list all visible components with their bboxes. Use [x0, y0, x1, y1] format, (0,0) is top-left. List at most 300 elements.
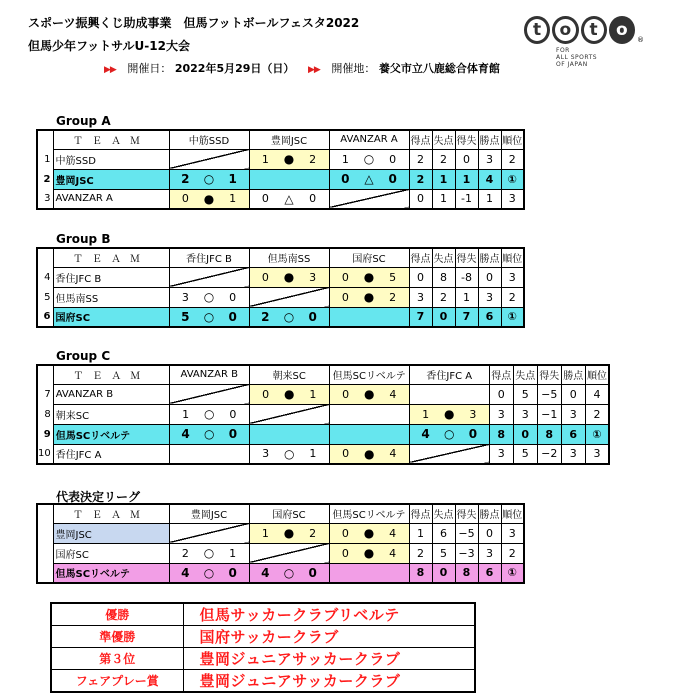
- date-label: 開催日：: [127, 62, 172, 75]
- goal-difference: 1: [455, 169, 478, 189]
- match-result-cell: [169, 307, 249, 327]
- group-c-table: [36, 364, 610, 465]
- no-match-cell: [249, 424, 329, 444]
- rank: 4: [585, 384, 609, 404]
- result-mark: ●: [363, 526, 375, 540]
- goal-difference: −3: [455, 543, 478, 563]
- team-name: AVANZAR A: [53, 189, 169, 209]
- goals-for: 2: [181, 172, 190, 186]
- team-name: 豊岡JSC: [53, 523, 169, 543]
- points: 3: [478, 149, 501, 169]
- team-name: 香住JFC B: [53, 267, 169, 287]
- logo-tagline: [556, 47, 644, 68]
- score: [170, 564, 249, 583]
- final-league-table: [36, 503, 525, 584]
- goals-conceded: 5: [513, 384, 537, 404]
- opponent-column-header: 豊岡JSC: [169, 504, 249, 523]
- result-mark: ○: [203, 172, 215, 186]
- final-league-title: 代表決定リーグ: [56, 490, 141, 504]
- award-label: 準優勝: [51, 626, 183, 648]
- goals-conceded: 3: [513, 404, 537, 424]
- table-row: [37, 444, 609, 464]
- goals-for: 1: [341, 152, 349, 166]
- opponent-column-header: 但馬SCリベルテ: [329, 504, 409, 523]
- goals-against: 1: [309, 387, 317, 401]
- opponent-column-header: 香住JFC B: [169, 248, 249, 267]
- stat-column-header: 得失: [455, 504, 478, 523]
- stat-column-header: 失点: [432, 130, 455, 149]
- date-value: 2022年5月29日（日）: [174, 62, 295, 75]
- goal-difference: −5: [537, 384, 561, 404]
- logo-tagline-line: OF JAPAN: [556, 61, 588, 68]
- no-match-cell: [249, 169, 329, 189]
- match-result-cell: [329, 523, 409, 543]
- row-number-header: [37, 130, 53, 149]
- team-name: 豊岡JSC: [53, 169, 169, 189]
- match-result-cell: [249, 563, 329, 583]
- award-winner: 豊岡ジュニアサッカークラブ: [183, 670, 475, 693]
- match-result-cell: [249, 149, 329, 169]
- goal-difference: 8: [455, 563, 478, 583]
- goals-conceded: 2: [432, 149, 455, 169]
- score: [250, 385, 329, 404]
- points: 3: [561, 444, 585, 464]
- stat-column-header: 得点: [489, 365, 513, 384]
- goals-against: 4: [389, 526, 397, 540]
- row-number: 2: [37, 169, 53, 189]
- result-mark: ●: [363, 446, 375, 461]
- award-label: 優勝: [51, 603, 183, 626]
- points: 3: [561, 404, 585, 424]
- stat-column-header: 得失: [455, 248, 478, 267]
- table-row: [37, 384, 609, 404]
- goals-against: 4: [389, 546, 397, 560]
- toto-logo: [524, 16, 644, 76]
- goal-difference: -8: [455, 267, 478, 287]
- score: [330, 385, 409, 404]
- goals-against: 0: [229, 407, 237, 421]
- row-number: [37, 563, 53, 583]
- rank: ①: [585, 424, 609, 444]
- goals-for: 0: [341, 172, 350, 186]
- stat-column-header: 得失: [455, 130, 478, 149]
- match-result-cell: [329, 267, 409, 287]
- match-result-cell: [329, 169, 409, 189]
- no-match-cell: [249, 404, 329, 424]
- award-winner: 豊岡ジュニアサッカークラブ: [183, 648, 475, 670]
- goals-against: 1: [309, 447, 317, 461]
- goal-difference: 0: [455, 149, 478, 169]
- goals-against: 3: [469, 407, 477, 421]
- goals-conceded: 0: [513, 424, 537, 444]
- match-result-cell: [249, 444, 329, 464]
- goals-for: 4: [181, 427, 190, 441]
- logo-letter: o: [552, 16, 578, 44]
- score: [250, 564, 329, 583]
- goals-for: 5: [181, 309, 190, 324]
- goals-conceded: 8: [432, 267, 455, 287]
- arrow-icon: ▶▶: [104, 65, 116, 75]
- match-result-cell: [249, 523, 329, 543]
- stat-column-header: 順位: [501, 130, 524, 149]
- score: [250, 150, 329, 169]
- goals-scored: 0: [409, 267, 432, 287]
- score: [170, 308, 249, 327]
- match-result-cell: [329, 149, 409, 169]
- result-mark: ○: [363, 152, 375, 166]
- stat-column-header: 勝点: [478, 504, 501, 523]
- result-mark: ●: [283, 152, 295, 166]
- table-row: [37, 424, 609, 444]
- goals-against: 2: [309, 526, 317, 540]
- goals-for: 1: [261, 526, 269, 540]
- goals-for: 3: [181, 290, 189, 304]
- stat-column-header: 失点: [513, 365, 537, 384]
- goals-against: 1: [228, 172, 237, 186]
- venue-line: [308, 60, 500, 76]
- rank: 3: [585, 444, 609, 464]
- table-row: [37, 149, 524, 169]
- table-row: [37, 307, 524, 327]
- team-name: 但馬SCリベルテ: [53, 563, 169, 583]
- goals-against: 2: [309, 152, 317, 166]
- goals-scored: 2: [409, 149, 432, 169]
- goals-for: 3: [262, 447, 270, 461]
- event-subtitle: 但馬少年フットサルU-12大会: [28, 39, 190, 53]
- goals-against: 0: [308, 309, 317, 324]
- rank: ①: [501, 563, 524, 583]
- match-result-cell: [169, 543, 249, 563]
- score: [250, 445, 329, 464]
- score: [250, 268, 329, 287]
- no-match-cell: [329, 404, 409, 424]
- opponent-column-header: 国府SC: [249, 504, 329, 523]
- row-number: 4: [37, 267, 53, 287]
- points: 3: [478, 287, 501, 307]
- header-row: [37, 504, 524, 523]
- table-row: [37, 189, 524, 209]
- opponent-column-header: 豊岡JSC: [249, 130, 329, 149]
- event-title: スポーツ振興くじ助成事業 但馬フットボールフェスタ2022: [28, 16, 360, 30]
- award-winner: 国府サッカークラブ: [183, 626, 475, 648]
- points: 6: [478, 563, 501, 583]
- goals-against: 0: [468, 427, 478, 441]
- goals-against: 0: [228, 427, 238, 441]
- group-a-table: [36, 129, 525, 210]
- result-mark: ●: [283, 270, 295, 284]
- stat-column-header: 失点: [432, 248, 455, 267]
- score: [410, 425, 489, 444]
- result-row: [51, 670, 475, 693]
- match-result-cell: [409, 424, 489, 444]
- goals-for: 0: [341, 290, 349, 304]
- team-column-header: ＴＥＡＭ: [53, 365, 169, 384]
- result-row: [51, 626, 475, 648]
- goals-against: 4: [389, 447, 397, 461]
- rank: 3: [501, 267, 524, 287]
- result-mark: △: [364, 172, 374, 186]
- match-result-cell: [249, 189, 329, 209]
- no-match-cell: [329, 307, 409, 327]
- goals-against: 0: [309, 192, 317, 206]
- goals-scored: 2: [409, 169, 432, 189]
- result-row: [51, 648, 475, 670]
- table-row: [37, 404, 609, 424]
- goals-against: 0: [228, 309, 237, 324]
- registered-mark: ®: [637, 36, 644, 44]
- team-column-header: ＴＥＡＭ: [53, 130, 169, 149]
- goals-scored: 0: [489, 384, 513, 404]
- goals-for: 0: [341, 546, 349, 560]
- goals-for: 0: [261, 192, 269, 206]
- goals-scored: 7: [409, 307, 432, 327]
- match-result-cell: [169, 189, 249, 209]
- row-number-header: [37, 248, 53, 267]
- score: [250, 308, 329, 327]
- award-winner: 但馬サッカークラブリベルテ: [183, 603, 475, 626]
- goals-against: 5: [389, 270, 397, 284]
- goal-difference: -1: [455, 189, 478, 209]
- goals-scored: 1: [409, 523, 432, 543]
- no-match-cell: [409, 384, 489, 404]
- goals-for: 0: [181, 192, 189, 206]
- goals-scored: 3: [489, 404, 513, 424]
- goal-difference: −1: [537, 404, 561, 424]
- result-row: [51, 603, 475, 626]
- score: [170, 190, 249, 209]
- rank: 2: [585, 404, 609, 424]
- result-mark: ●: [283, 526, 295, 540]
- goals-against: 0: [389, 152, 397, 166]
- goals-scored: 2: [409, 543, 432, 563]
- goal-difference: 1: [455, 287, 478, 307]
- result-mark: ○: [283, 565, 295, 580]
- row-number-header: [37, 504, 53, 523]
- team-name: 国府SC: [53, 307, 169, 327]
- result-mark: ○: [203, 546, 215, 560]
- score: [330, 150, 409, 169]
- row-number: 6: [37, 307, 53, 327]
- points: 6: [561, 424, 585, 444]
- rank: ①: [501, 169, 524, 189]
- goals-for: 1: [422, 407, 430, 421]
- score: [330, 268, 409, 287]
- no-match-cell: [169, 444, 249, 464]
- match-result-cell: [169, 563, 249, 583]
- group-a-title: Group A: [56, 114, 111, 128]
- team-name: 香住JFC A: [53, 444, 169, 464]
- award-label: フェアプレー賞: [51, 670, 183, 693]
- score: [330, 524, 409, 543]
- match-result-cell: [169, 424, 249, 444]
- result-mark: ●: [363, 387, 375, 401]
- score: [170, 405, 249, 424]
- result-mark: ○: [283, 309, 295, 324]
- stat-column-header: 順位: [501, 504, 524, 523]
- score: [330, 544, 409, 563]
- goals-against: 0: [229, 290, 237, 304]
- match-result-cell: [249, 267, 329, 287]
- row-number: [37, 543, 53, 563]
- goals-against: 0: [228, 565, 237, 580]
- goals-against: 3: [309, 270, 317, 284]
- stat-column-header: 勝点: [478, 248, 501, 267]
- stat-column-header: 失点: [432, 504, 455, 523]
- goals-for: 0: [341, 270, 349, 284]
- no-match-cell: [329, 563, 409, 583]
- rank: ①: [501, 307, 524, 327]
- rank: 2: [501, 149, 524, 169]
- row-number: 8: [37, 404, 53, 424]
- team-name: 中筋SSD: [53, 149, 169, 169]
- no-match-cell: [169, 384, 249, 404]
- goals-against: 1: [229, 546, 237, 560]
- score: [170, 425, 249, 444]
- goals-conceded: 5: [513, 444, 537, 464]
- goals-scored: 8: [489, 424, 513, 444]
- table-row: [37, 287, 524, 307]
- group-c-title: Group C: [56, 349, 111, 363]
- team-column-header: ＴＥＡＭ: [53, 504, 169, 523]
- opponent-column-header: 但馬SCリベルテ: [329, 365, 409, 384]
- match-result-cell: [329, 543, 409, 563]
- goals-for: 2: [261, 309, 270, 324]
- goals-for: 4: [181, 565, 190, 580]
- goals-for: 1: [182, 407, 190, 421]
- score: [170, 544, 249, 563]
- goals-against: 2: [389, 290, 397, 304]
- goals-scored: 8: [409, 563, 432, 583]
- stat-column-header: 得失: [537, 365, 561, 384]
- rank: 3: [501, 523, 524, 543]
- goals-against: 0: [308, 565, 317, 580]
- goal-difference: −2: [537, 444, 561, 464]
- venue-value: 養父市立八鹿総合体育館: [378, 62, 500, 75]
- goals-conceded: 6: [432, 523, 455, 543]
- rank: 2: [501, 543, 524, 563]
- result-mark: ○: [203, 290, 215, 304]
- result-mark: ○: [283, 446, 295, 461]
- score: [170, 288, 249, 307]
- team-name: AVANZAR B: [53, 384, 169, 404]
- opponent-column-header: 朝来SC: [249, 365, 329, 384]
- points: 0: [478, 267, 501, 287]
- goals-scored: 3: [409, 287, 432, 307]
- points: 1: [478, 189, 501, 209]
- no-match-cell: [169, 523, 249, 543]
- goals-conceded: 0: [432, 563, 455, 583]
- table-row: [37, 169, 524, 189]
- venue-label: 開催地：: [331, 62, 376, 75]
- score: [250, 190, 329, 209]
- match-result-cell: [329, 287, 409, 307]
- row-number: 3: [37, 189, 53, 209]
- header-row: [37, 130, 524, 149]
- match-result-cell: [329, 384, 409, 404]
- goals-for: 4: [261, 565, 270, 580]
- result-mark: △: [284, 191, 294, 206]
- goals-conceded: 2: [432, 287, 455, 307]
- result-mark: ●: [363, 546, 375, 560]
- row-number: 7: [37, 384, 53, 404]
- goals-scored: 3: [489, 444, 513, 464]
- score: [410, 405, 489, 424]
- match-result-cell: [249, 307, 329, 327]
- match-result-cell: [329, 444, 409, 464]
- result-mark: ●: [203, 191, 215, 206]
- team-name: 国府SC: [53, 543, 169, 563]
- score: [330, 445, 409, 464]
- results-table: [50, 602, 476, 693]
- logo-letter: o: [609, 16, 635, 44]
- no-match-cell: [329, 424, 409, 444]
- date-line: [104, 60, 294, 76]
- rank: 2: [501, 287, 524, 307]
- match-result-cell: [249, 384, 329, 404]
- row-number: 10: [37, 444, 53, 464]
- result-mark: ●: [363, 290, 375, 304]
- team-column-header: ＴＥＡＭ: [53, 248, 169, 267]
- goals-for: 0: [262, 387, 270, 401]
- award-label: 第３位: [51, 648, 183, 670]
- stat-column-header: 順位: [585, 365, 609, 384]
- result-mark: ○: [203, 565, 215, 580]
- score: [250, 524, 329, 543]
- result-mark: ○: [203, 309, 215, 324]
- team-name: 但馬SCリベルテ: [53, 424, 169, 444]
- goals-for: 2: [181, 546, 189, 560]
- match-result-cell: [169, 404, 249, 424]
- points: 6: [478, 307, 501, 327]
- header-row: [37, 365, 609, 384]
- group-b-title: Group B: [56, 232, 111, 246]
- no-match-cell: [329, 189, 409, 209]
- points: 0: [478, 523, 501, 543]
- result-mark: ○: [203, 407, 215, 421]
- stat-column-header: 勝点: [478, 130, 501, 149]
- score: [330, 288, 409, 307]
- logo-letter: t: [524, 16, 550, 44]
- group-b-table: [36, 247, 525, 328]
- goals-for: 4: [421, 427, 430, 441]
- table-row: [37, 523, 524, 543]
- stat-column-header: 得点: [409, 130, 432, 149]
- logo-tagline-line: FOR: [556, 47, 570, 54]
- goals-for: 1: [261, 152, 269, 166]
- opponent-column-header: 中筋SSD: [169, 130, 249, 149]
- logo-tagline-line: ALL SPORTS: [556, 54, 598, 61]
- goals-for: 0: [261, 270, 269, 284]
- goal-difference: 8: [537, 424, 561, 444]
- score: [330, 170, 409, 189]
- goals-against: 1: [229, 192, 237, 206]
- table-row: [37, 267, 524, 287]
- opponent-column-header: 香住JFC A: [409, 365, 489, 384]
- goals-for: 0: [342, 447, 350, 461]
- goals-conceded: 0: [432, 307, 455, 327]
- goals-against: 0: [388, 172, 397, 186]
- row-number: 9: [37, 424, 53, 444]
- goals-against: 4: [389, 387, 397, 401]
- goals-scored: 0: [409, 189, 432, 209]
- arrow-icon: ▶▶: [308, 65, 320, 75]
- points: 0: [561, 384, 585, 404]
- score: [170, 170, 249, 189]
- stat-column-header: 順位: [501, 248, 524, 267]
- row-number-header: [37, 365, 53, 384]
- logo-letter: t: [581, 16, 607, 44]
- stat-column-header: 勝点: [561, 365, 585, 384]
